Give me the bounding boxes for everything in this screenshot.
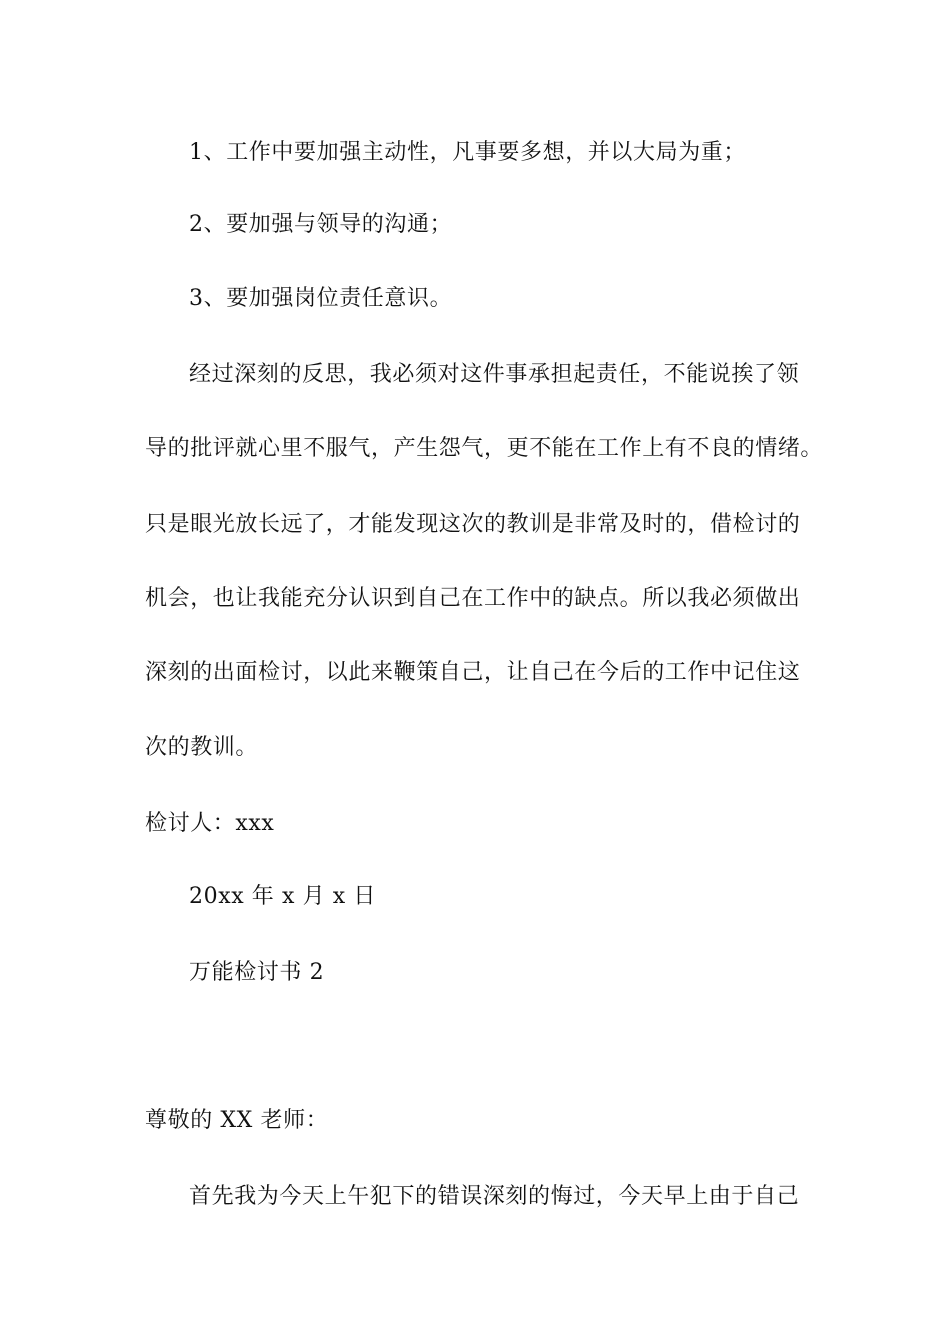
- salutation: 尊敬的 XX 老师：: [145, 1108, 329, 1133]
- section-title: 万能检讨书 2: [189, 960, 325, 985]
- paragraph-line: 机会，也让我能充分认识到自己在工作中的缺点。所以我必须做出: [145, 586, 801, 611]
- signature-line: 检讨人：xxx: [145, 811, 275, 836]
- paragraph-line: 首先我为今天上午犯下的错误深刻的悔过，今天早上由于自己: [189, 1184, 800, 1209]
- paragraph-line: 深刻的出面检讨，以此来鞭策自己，让自己在今后的工作中记住这: [145, 660, 801, 685]
- paragraph-line: 只是眼光放长远了，才能发现这次的教训是非常及时的，借检讨的: [145, 512, 801, 537]
- paragraph-line: 经过深刻的反思，我必须对这件事承担起责任，不能说挨了领: [189, 362, 800, 387]
- list-item-2: 2、要加强与领导的沟通；: [189, 212, 453, 237]
- paragraph-line: 次的教训。: [145, 735, 259, 760]
- list-item-1: 1、工作中要加强主动性，凡事要多想，并以大局为重；: [189, 140, 746, 165]
- list-item-3: 3、要加强岗位责任意识。: [189, 286, 453, 311]
- paragraph-line: 导的批评就心里不服气，产生怨气，更不能在工作上有不良的情绪。: [145, 436, 824, 461]
- date-line: 20xx 年 x 月 x 日: [189, 884, 376, 909]
